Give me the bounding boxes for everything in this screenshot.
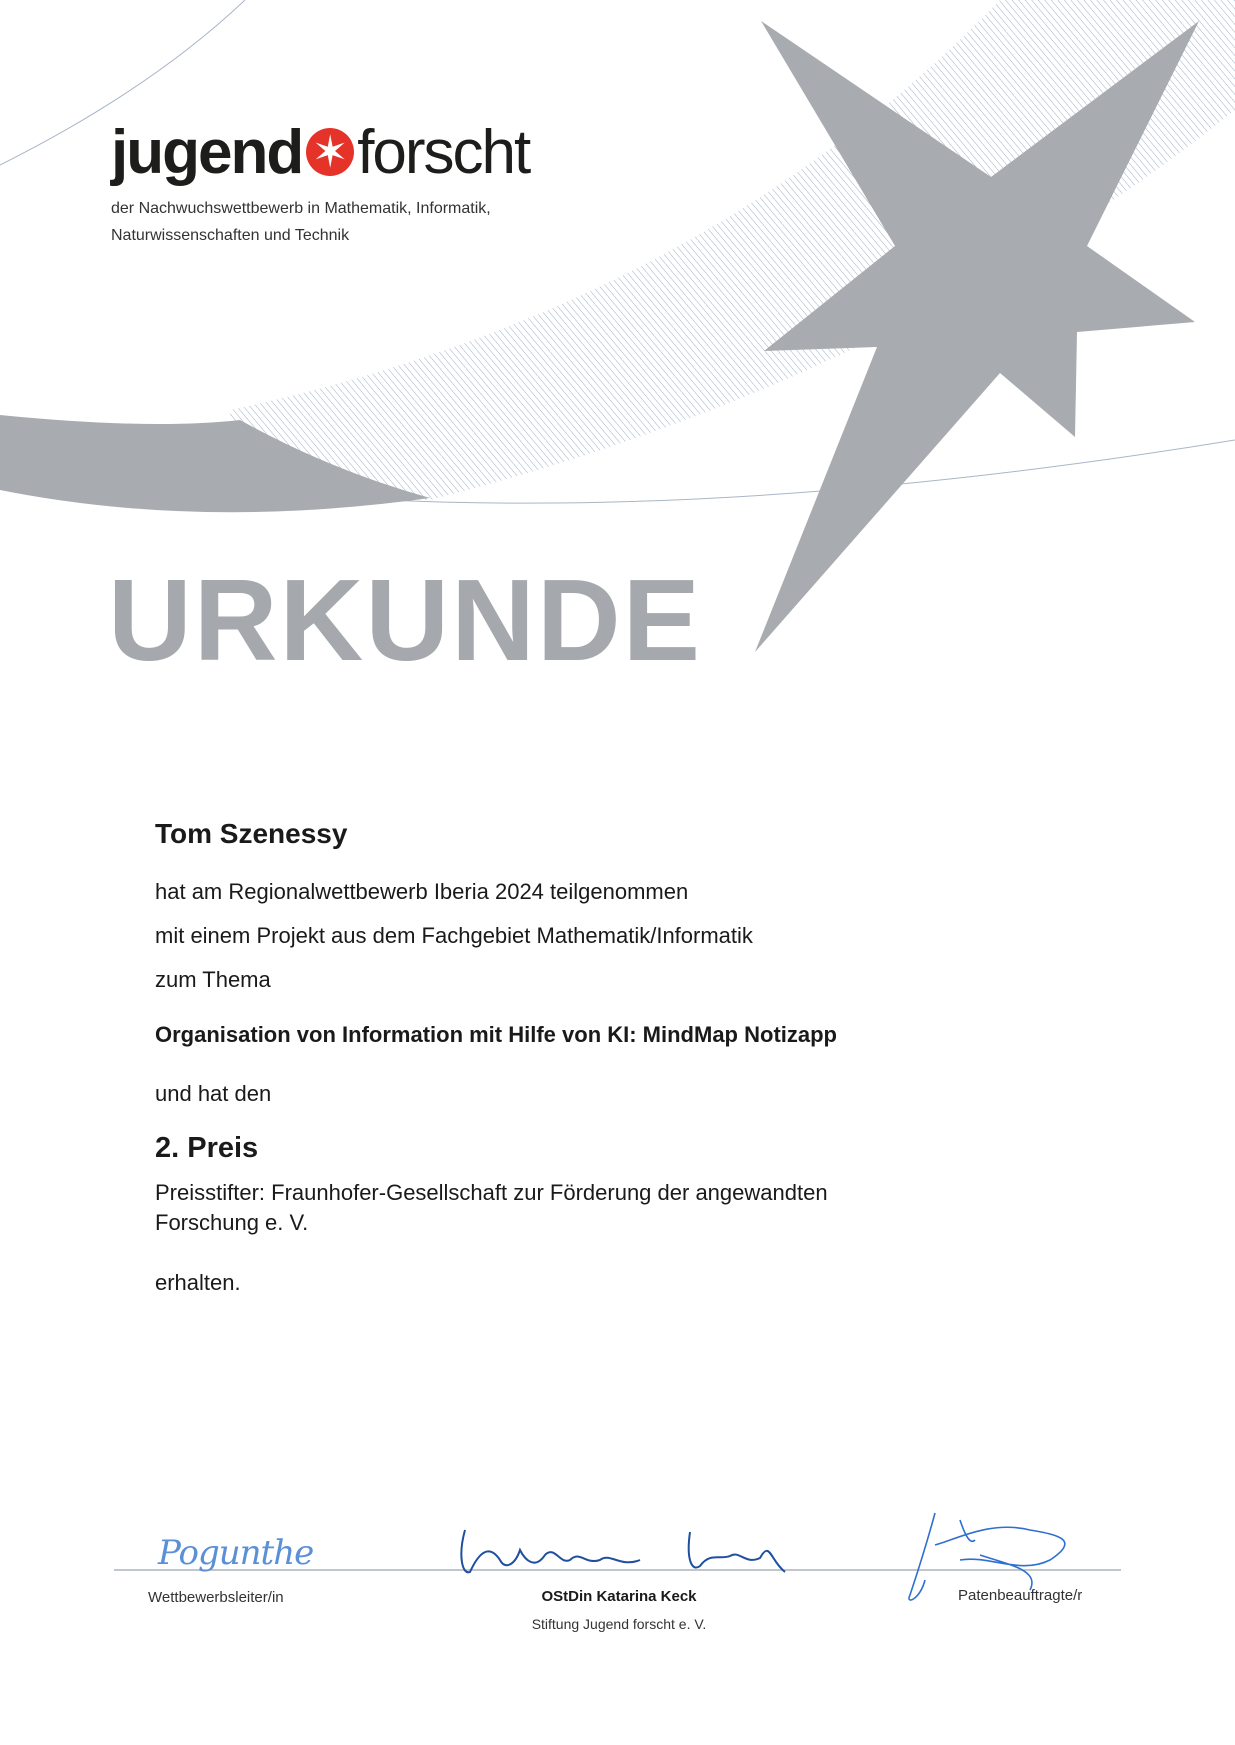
signature-left: Pogunthe xyxy=(158,1533,314,1573)
tagline-line-2: Naturwissenschaften und Technik xyxy=(111,227,350,244)
signature-name-center: OStDin Katarina Keck xyxy=(541,1588,697,1605)
signature-label-right: Patenbeauftragte/r xyxy=(958,1587,1083,1604)
signature-label-left: Wettbewerbsleiter/in xyxy=(148,1589,284,1606)
recipient-name: Tom Szenessy xyxy=(155,818,348,849)
field-line: mit einem Projekt aus dem Fachgebiet Mathematik/Informatik xyxy=(155,923,753,948)
logo-word-jugend: jugend xyxy=(111,118,303,187)
logo-word-forscht: forscht xyxy=(357,118,530,187)
sponsor-line-1: Preisstifter: Fraunhofer-Gesellschaft zur Förderung der angewandten xyxy=(155,1180,828,1205)
topic-intro: zum Thema xyxy=(155,967,271,992)
participation-line: hat am Regionalwettbewerb Iberia 2024 teilgenommen xyxy=(155,879,689,904)
logo-star-badge-icon: ✶ xyxy=(306,128,354,176)
signature-center xyxy=(461,1530,785,1572)
award-intro: und hat den xyxy=(155,1081,272,1106)
closing-text: erhalten. xyxy=(155,1270,241,1295)
tagline-line-1: der Nachwuchswettbewerb in Mathematik, Informatik, xyxy=(111,200,491,217)
jugend-forscht-logo xyxy=(111,118,530,187)
prize: 2. Preis xyxy=(155,1132,259,1164)
sponsor-line-2: Forschung e. V. xyxy=(155,1210,309,1235)
certificate-title: URKUNDE xyxy=(108,555,702,685)
project-topic: Organisation von Information mit Hilfe von KI: MindMap Notizapp xyxy=(155,1022,837,1047)
signature-org-center: Stiftung Jugend forscht e. V. xyxy=(531,1616,707,1632)
